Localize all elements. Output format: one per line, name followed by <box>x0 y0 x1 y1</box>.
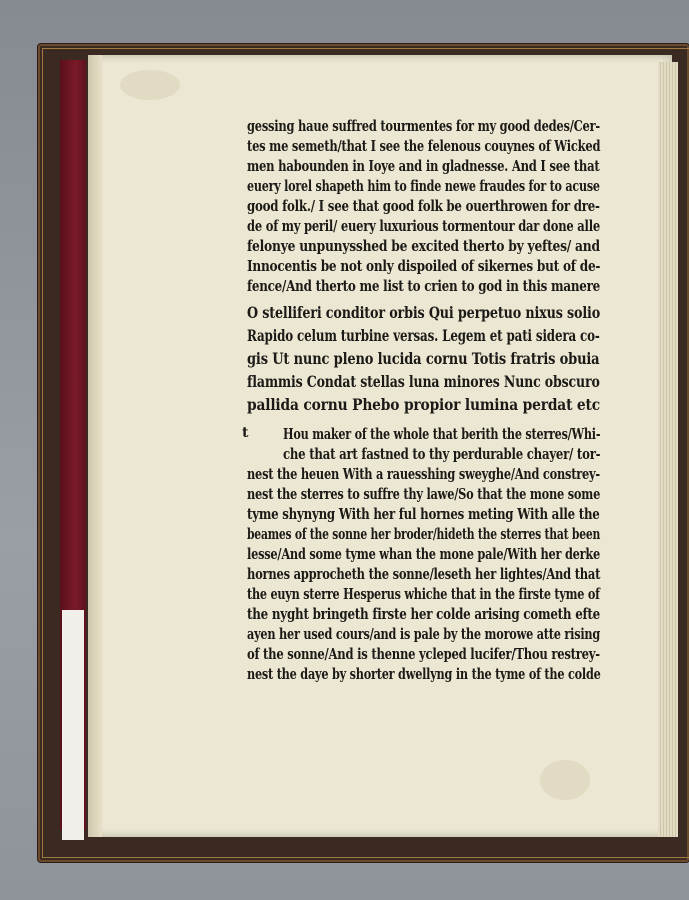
verse-line: pallida cornu Phebo propior lumina perdat etc <box>247 395 600 414</box>
text-line: nest the sterres to suffre thy lawe/So that the mone some <box>247 486 601 503</box>
text-line: Innocentis be not only dispoiled of sikernes but of de- <box>247 258 601 275</box>
text-line: felonye unpunysshed be excited therto by yeftes/ and <box>247 238 600 255</box>
text-line: men habounden in Ioye and in gladnesse. And I see that <box>247 158 600 175</box>
text-line: Hou maker of the whole that berith the sterres/Whi- <box>283 426 601 443</box>
text-line: de of my peril/ euery luxurious tormentour dar done alle <box>247 218 600 235</box>
text-line: beames of the sonne her broder/hideth the sterres that been <box>247 526 601 543</box>
text-line: hornes approcheth the sonne/leseth her lightes/And that <box>247 566 601 583</box>
text-line: good folk./ I see that good folk be ouerthrowen for dre- <box>247 198 600 215</box>
text-line: nest the heuen With a rauesshing sweyghe/And constrey- <box>247 466 600 483</box>
text-line: che that art fastned to thy perdurable chayer/ tor- <box>283 446 601 463</box>
text-line: ayen her used cours/and is pale by the morowe atte rising <box>247 626 601 643</box>
verse-line: Rapido celum turbine versas. Legem et pati sidera co- <box>247 326 600 345</box>
text-line: the euyn sterre Hesperus whiche that in the firste tyme of <box>247 586 600 603</box>
text-line: the nyght bringeth firste her colde arising cometh efte <box>247 606 601 623</box>
text-line: euery lorel shapeth him to finde newe fraudes for to acuse <box>247 178 600 195</box>
text-line: nest the daye by shorter dwellyng in the tyme of the colde <box>247 666 601 683</box>
verse-line: gis Ut nunc pleno lucida cornu Totis fratris obuia <box>247 349 600 368</box>
text-line: fence/And therto me list to crien to god in this manere <box>247 278 601 295</box>
text-line: tes me semeth/that I see the felenous couynes of Wicked <box>247 138 601 155</box>
initial-guide-letter: t <box>242 425 249 441</box>
text-line: of the sonne/And is thenne ycleped lucifer/Thou restrey- <box>247 646 600 663</box>
text-line: lesse/And some tyme whan the mone pale/With her derke <box>247 546 601 563</box>
text-line: gessing haue suffred tourmentes for my good dedes/Cer- <box>247 118 600 135</box>
verse-line: flammis Condat stellas luna minores Nunc obscuro <box>247 372 600 391</box>
verse-line: O stelliferi conditor orbis Qui perpetuo nixus solio <box>247 303 601 322</box>
text-line: tyme shynyng With her ful hornes meting With alle the <box>247 506 600 523</box>
